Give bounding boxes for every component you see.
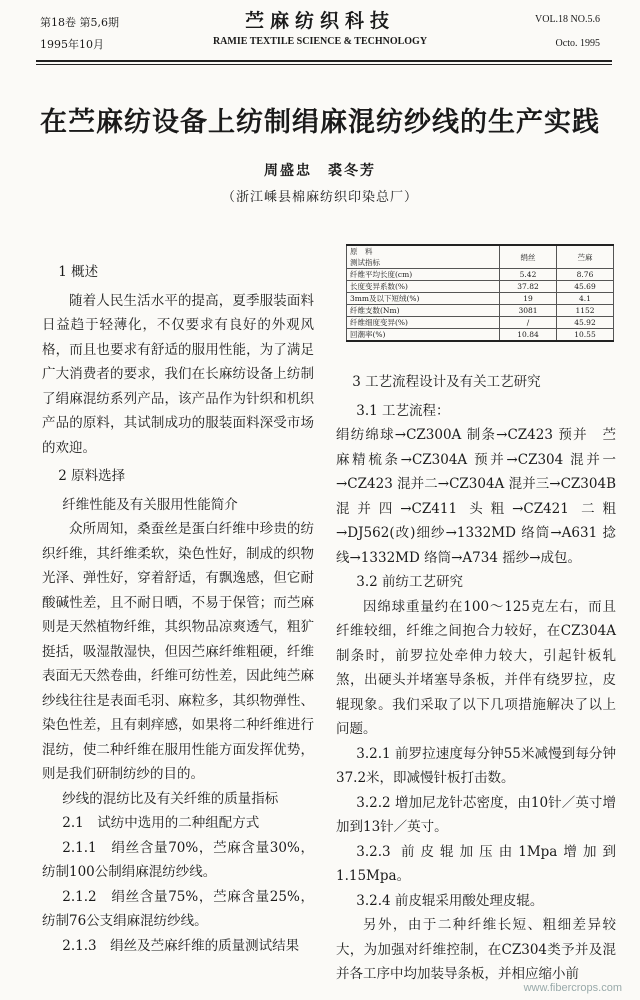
table-header-row bbox=[347, 245, 614, 269]
item-2-1-2: 2.1.2 绢丝含量75%，苎麻含量25%，纺制76公支绢麻混纺纱线。 bbox=[42, 888, 314, 929]
item-2-1-3: 2.1.3 绢丝及苎麻纤维的质量测试结果 bbox=[62, 937, 300, 954]
item-3-2-2: 3.2.2 增加尼龙针芯密度，由10针／英寸增加到13针／英寸。 bbox=[336, 794, 616, 835]
item-3-2-1: 3.2.1 前罗拉速度每分钟55米减慢到每分钟37.2米，即减慢针板打击数。 bbox=[336, 745, 616, 786]
table-cell: 纤维支数(Nm) bbox=[347, 305, 500, 317]
fiber-quality-table bbox=[346, 244, 614, 342]
affiliation: （浙江嵊县棉麻纺织印染总厂） bbox=[221, 190, 418, 205]
journal-header bbox=[0, 0, 640, 62]
section-3-heading: 3 工艺流程设计及有关工艺研究 bbox=[352, 374, 541, 390]
section-1-heading: 1 概述 bbox=[58, 264, 99, 280]
fiber-properties-paragraph: 众所周知，桑蚕丝是蛋白纤维中珍贵的纺织纤维，其纤维柔软，染色性好，制成的织物光泽、弹性好，穿着舒适，有飘逸感，但它耐酸碱性差，且不耐日晒，不易于保管；而苎麻则是天然植物纤维，其织物品凉爽透气，粗犷挺括，吸湿散湿快，但因苎麻纤维粗硬，纤维表面无天然卷曲，纤维可纺性差，因此纯苎麻纱线往往是表面毛羽、麻粒多，其织物弹性、染色性差，且有刺痒感，如果将二种纤维进行混纺，使二种纤维在服用性能方面发挥优势，则是我们研制纺纱的目的。 bbox=[42, 521, 314, 782]
table-cell: 10.55 bbox=[557, 329, 614, 342]
paper-title: 在苎麻纺设备上纺制绢麻混纺纱线的生产实践 bbox=[40, 107, 600, 138]
table-cell: 4.1 bbox=[557, 293, 614, 305]
volume-issue-cn: 第18卷 第5,6期 bbox=[40, 16, 119, 29]
subheading-blend-ratio: 纱线的混纺比及有关纤维的质量指标 bbox=[62, 790, 279, 807]
table-cell: 5.42 bbox=[500, 269, 557, 281]
table-cell: 3081 bbox=[500, 305, 557, 317]
item-3-2-4: 3.2.4 前皮辊采用酸处理皮辊。 bbox=[356, 892, 544, 909]
date-en: Octo. 1995 bbox=[555, 38, 600, 49]
authors: 周盛忠 裘冬芳 bbox=[264, 163, 376, 179]
table-row bbox=[347, 293, 614, 305]
left-column bbox=[42, 256, 314, 958]
section-3-2-paragraph: 因绵球重量约在100～125克左右，而且纤维较细，纤维之间抱合力较好，在CZ304A制条时，前罗拉处牵伸力较大，引起针板轧煞，出硬头并堵塞导条板，并伴有绕罗拉，皮辊现象。我们采取了以下几项措施解决了以上问题。 bbox=[336, 598, 616, 737]
table-row bbox=[347, 329, 614, 342]
closing-paragraph: 另外，由于二种纤维长短、粗细差异较大，为加强对纤维控制，在CZ304类予并及混并各工序中均加装导条板，并相应缩小前 bbox=[336, 917, 616, 982]
table-cell: 3mm及以下短绒(%) bbox=[347, 293, 500, 305]
journal-name-en: RAMIE TEXTILE SCIENCE & TECHNOLOGY bbox=[212, 36, 428, 47]
item-3-2-3: 3.2.3 前皮辊加压由1Mpa增加到1.15Mpa。 bbox=[336, 843, 616, 884]
heading-2-1: 2.1 试纺中选用的二种组配方式 bbox=[62, 815, 260, 831]
table-cell: 10.84 bbox=[500, 329, 557, 342]
table-cell: 纤维细度变异(%) bbox=[347, 317, 500, 329]
table-row bbox=[347, 281, 614, 293]
table-index-label: 测试指标 bbox=[350, 258, 380, 267]
section-1-paragraph: 随着人民生活水平的提高，夏季服装面料日益趋于轻薄化，不仅要求有良好的外观风格，而且也要求有舒适的服用性能，为了满足广大消费者的要求，我们在长麻纺设备上纺制了绢麻混纺系列产品，该产品作为针织和机织产品的原料，其试制成功的服装面料深受市场的欢迎。 bbox=[42, 292, 314, 456]
table-cell: 45.69 bbox=[557, 281, 614, 293]
table-row bbox=[347, 305, 614, 317]
table-cell: / bbox=[500, 317, 557, 329]
heading-3-1: 3.1 工艺流程： bbox=[356, 402, 450, 419]
table-cell: 回潮率(%) bbox=[347, 329, 500, 342]
section-2-heading: 2 原料选择 bbox=[58, 468, 126, 484]
date-cn: 1995年10月 bbox=[40, 38, 104, 51]
right-column bbox=[336, 366, 616, 987]
item-2-1-1: 2.1.1 绢丝含量70%，苎麻含量30%，纺制100公制绢麻混纺纱线。 bbox=[42, 839, 314, 880]
watermark: www.fibercrops.com bbox=[523, 982, 622, 994]
table-material-label: 原 料 bbox=[350, 247, 373, 256]
header-rule-thick bbox=[36, 60, 612, 62]
table-cell: 19 bbox=[500, 293, 557, 305]
table-cell: 1152 bbox=[557, 305, 614, 317]
subheading-fiber-properties: 纤维性能及有关服用性能简介 bbox=[62, 496, 238, 513]
table-row bbox=[347, 269, 614, 281]
heading-3-2: 3.2 前纺工艺研究 bbox=[356, 574, 464, 590]
table-corner-cell bbox=[347, 245, 500, 269]
process-flow-paragraph: 绢纺绵球→CZ300A 制条→CZ423 预并 苎麻精梳条→CZ304A 预并→CZ304 混并一→CZ423 混并二→CZ304A 混并三→CZ304B 混并四→CZ411 头粗→CZ421 二粗→DJ562(改)细纱→1332MD 络筒→A631 捻线→1332MD 络筒→A734 摇纱→成包。 bbox=[336, 427, 616, 566]
volume-issue-en: VOL.18 NO.5.6 bbox=[535, 14, 600, 25]
table-cell: 长度变异系数(%) bbox=[347, 281, 500, 293]
table-cell: 纤维平均长度(cm) bbox=[347, 269, 500, 281]
table-cell: 8.76 bbox=[557, 269, 614, 281]
table-col-silk: 绢丝 bbox=[500, 245, 557, 269]
table-row bbox=[347, 317, 614, 329]
table-col-ramie: 苎麻 bbox=[557, 245, 614, 269]
journal-name-cn: 苎麻纺织科技 bbox=[244, 10, 395, 32]
table-cell: 45.92 bbox=[557, 317, 614, 329]
table-cell: 37.82 bbox=[500, 281, 557, 293]
header-rule-thin bbox=[36, 64, 612, 65]
